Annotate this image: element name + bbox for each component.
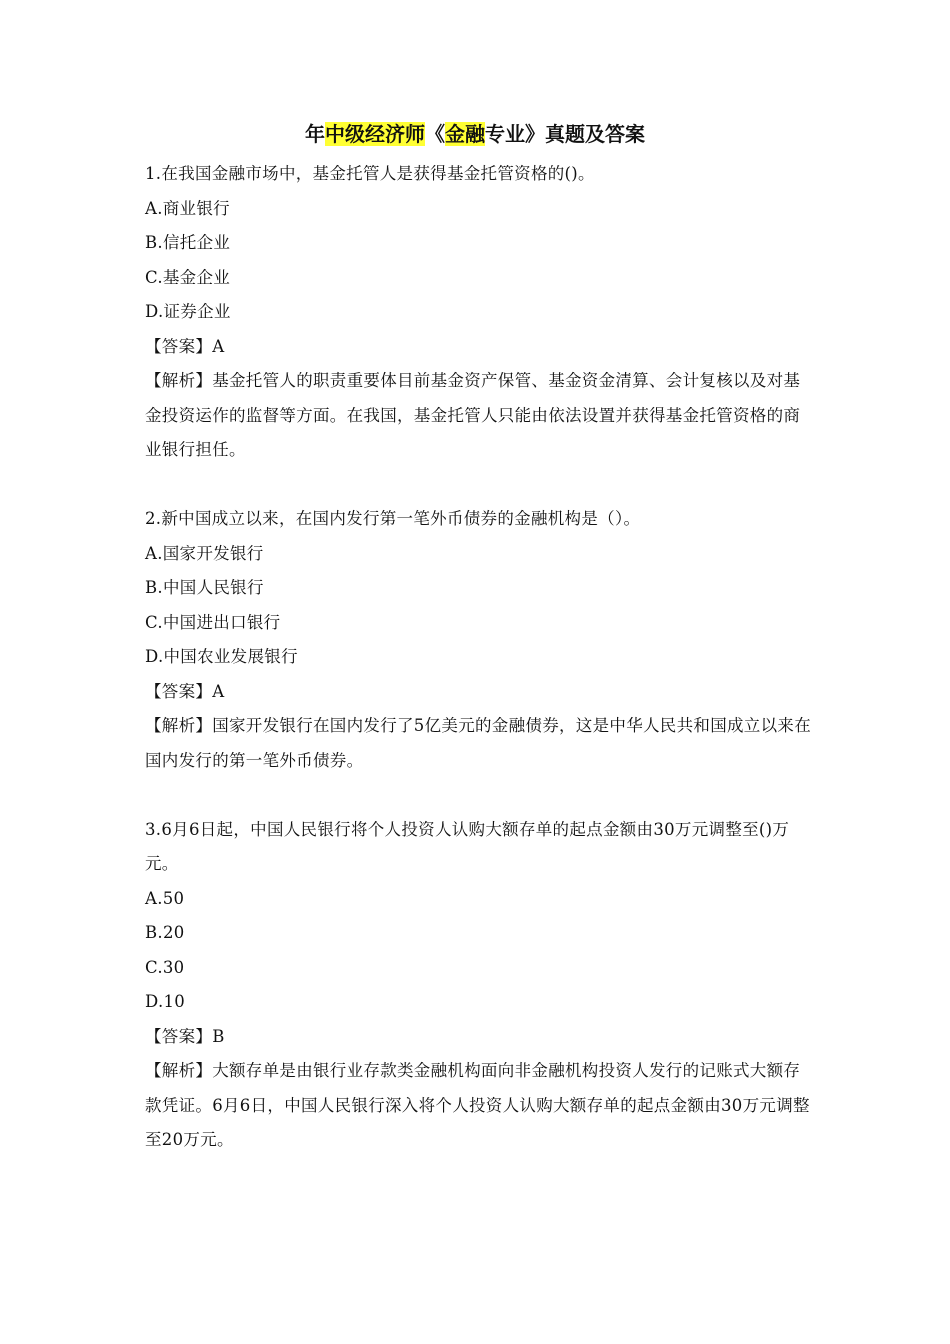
spacer — [145, 778, 815, 813]
question-answer: 【答案】B — [145, 1026, 225, 1046]
title-highlight-subject: 金融 — [445, 122, 485, 146]
question-option: C.30 — [145, 957, 185, 977]
question-analysis: 【解析】大额存单是由银行业存款类金融机构面向非金融机构投资人发行的记账式大额存款凭证。6月6日，中国人民银行深入将个人投资人认购大额存单的起点金额由30万元调整至20万元。 — [145, 1061, 810, 1149]
question-option: C.中国进出口银行 — [145, 612, 281, 632]
question-option: A.50 — [145, 888, 185, 908]
question-option: B.信托企业 — [145, 233, 231, 252]
question-option: D.证券企业 — [145, 302, 231, 321]
question-option: B.中国人民银行 — [145, 578, 264, 597]
question-answer: 【答案】A — [145, 681, 225, 701]
spacer — [145, 468, 815, 503]
question-stem: 3.6月6日起，中国人民银行将个人投资人认购大额存单的起点金额由30万元调整至()万元。 — [145, 819, 790, 873]
title-highlight-level: 中级经济师 — [325, 122, 425, 146]
question-analysis: 【解析】国家开发银行在国内发行了5亿美元的金融债券，这是中华人民共和国成立以来在国内发行的第一笔外币债券。 — [145, 716, 811, 770]
question-option: D.中国农业发展银行 — [145, 647, 298, 666]
question-stem: 1.在我国金融市场中，基金托管人是获得基金托管资格的()。 — [145, 164, 595, 183]
title-suffix: 专业》真题及答案 — [485, 122, 645, 146]
question-option: A.国家开发银行 — [145, 543, 264, 563]
question-option: C.基金企业 — [145, 267, 231, 287]
question-list — [145, 157, 815, 1158]
question-answer: 【答案】A — [145, 336, 225, 356]
title-prefix: 年 — [305, 122, 325, 146]
title-bracket: 《 — [425, 122, 445, 146]
question-option: B.20 — [145, 923, 185, 942]
document-title — [0, 119, 950, 149]
question-option: D.10 — [145, 992, 186, 1011]
question-analysis: 【解析】基金托管人的职责重要体目前基金资产保管、基金资金清算、会计复核以及对基金投资运作的监督等方面。在我国，基金托管人只能由依法设置并获得基金托管资格的商业银行担任。 — [145, 371, 801, 459]
question-option: A.商业银行 — [145, 198, 230, 218]
question-stem: 2.新中国成立以来，在国内发行第一笔外币债券的金融机构是（）。 — [145, 509, 641, 528]
